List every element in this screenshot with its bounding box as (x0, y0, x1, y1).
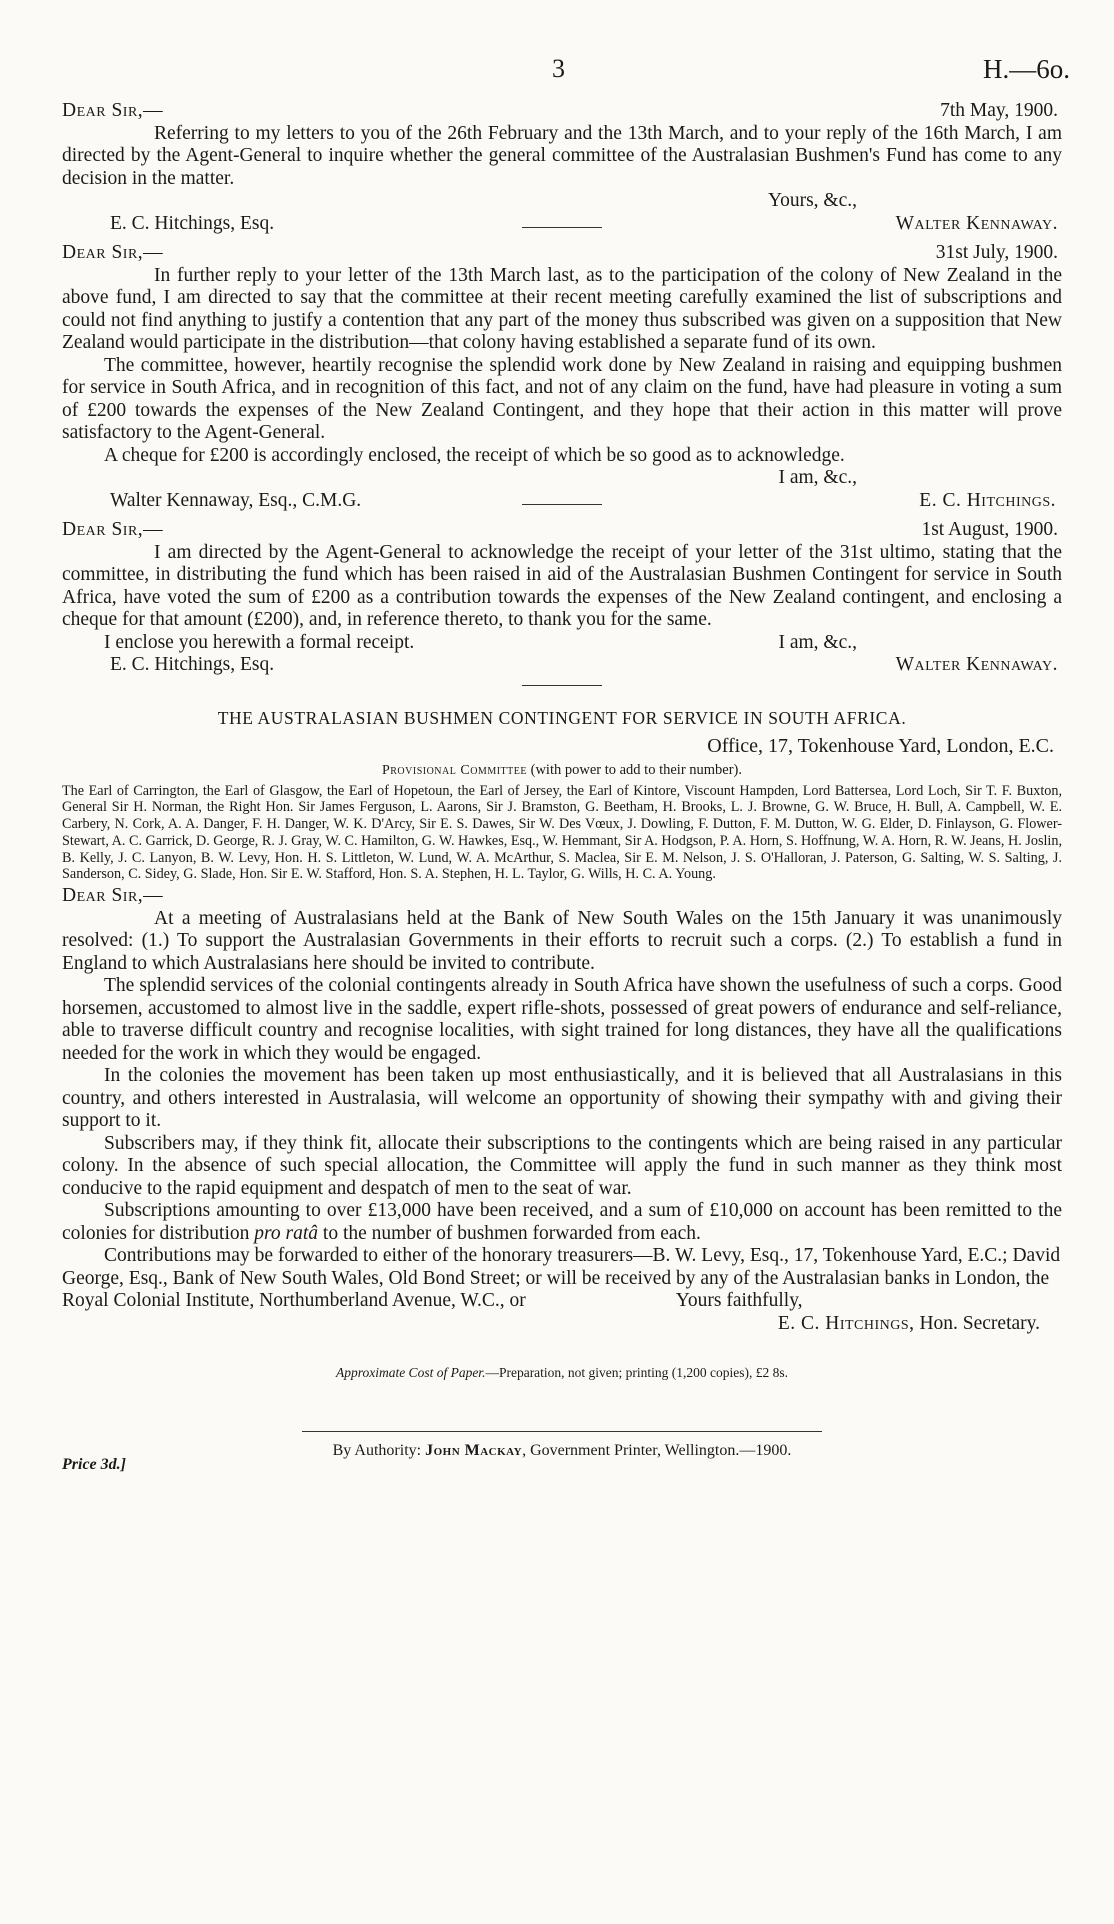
cost-text: —Preparation, not given; printing (1,200 copies), £2 8s. (485, 1365, 789, 1381)
letter-date: 1st August, 1900. (921, 519, 1058, 540)
committee-members: The Earl of Carrington, the Earl of Glasgow, the Earl of Hopetoun, the Earl of Jersey, the Earl of Kintore, Viscount Hampden, Lord Battersea, Lord Loch, Sir T. F. Buxton, General Sir H. Norman, the Right Hon. Sir James Ferguson, L. Aarons, Sir J. Bramston, G. Beetham, H. Brooks, L. J. Browne, G. W. Bruce, H. Bull, A. Campbell, W. E. Carbery, N. Cork, A. A. Danger, F. H. Danger, W. K. D'Arcy, Sir E. S. Dawes, Sir W. Des Vœux, J. Dowling, F. Dutton, F. M. Dutton, W. G. Elder, D. Finlayson, G. Flower-Stewart, A. C. Garrick, D. George, R. J. Gray, W. C. Hamilton, G. W. Hawkes, Esq., W. Hemmant, Sir A. Hodgson, P. A. Horn, S. Hoffnung, W. A. Horn, R. W. Jeans, H. Joslin, B. Kelly, J. C. Lanyon, B. W. Levy, Hon. H. S. Littleton, W. Lund, W. A. McArthur, S. Maclea, Sir E. M. Nelson, J. S. O'Halloran, J. Paterson, G. Salting, W. S. Salting, J. Sanderson, C. Sidey, G. Slade, Hon. Sir E. W. Stafford, Hon. S. A. Stephen, H. L. Taylor, G. Wills, H. C. A. Young. (62, 782, 1062, 883)
salutation: Dear Sir,— (62, 100, 164, 121)
printer-name: John Mackay (425, 1442, 523, 1460)
circular-paragraph (62, 1200, 1062, 1245)
addressee: Walter Kennaway, Esq., C.M.G. (110, 489, 362, 511)
page-header (62, 54, 1070, 94)
circular-paragraph: At a meeting of Australasians held at the Bank of New South Wales on the 15th January it was unanimously resolved: (1.) To support the Australasian Governments in their efforts to recruit such a corps. (2.) To establish a fund in England to which Australasians here should be invited to contribute. (62, 907, 1062, 974)
letter-closing: I am, &c., (778, 631, 857, 653)
letter-july-1900 (62, 242, 1062, 511)
salutation: Dear Sir,— (62, 519, 164, 540)
separator-rule (522, 685, 602, 686)
pro-rata-text: pro ratâ (254, 1222, 319, 1244)
letter-may-1900 (62, 100, 1062, 234)
paragraph-text: Contributions may be forwarded to either of the honorary treasurers—B. W. Levy, Esq., 17, Tokenhouse Yard, E.C.; David George, Esq., Bank of New South Wales, Old Bond Street; or will be received by any of the Australasian banks in London, the Royal Colonial Institute, Northumberland Avenue, W.C., or (62, 1245, 1061, 1312)
signature: Walter Kennaway. (895, 654, 1058, 675)
enclosure-note (62, 632, 414, 655)
cost-note (62, 1365, 1062, 1381)
letter-date: 31st July, 1900. (935, 242, 1058, 263)
signature: E. C. Hitchings. (919, 489, 1056, 511)
authority-prefix: By Authority: (332, 1442, 426, 1460)
addressee: E. C. Hitchings, Esq. (110, 212, 275, 234)
authority-suffix: , Government Printer, Wellington.—1900. (522, 1442, 792, 1460)
signature: E. C. Hitchings, (777, 1312, 915, 1334)
signature: Walter Kennaway. (895, 212, 1058, 234)
circular-paragraph (62, 1245, 1062, 1313)
cost-label: Approximate Cost of Paper. (335, 1365, 486, 1381)
letter-august-1900 (62, 519, 1062, 686)
salutation: Dear Sir,— (62, 242, 164, 263)
letter-closing: Yours faithfully, (675, 1290, 803, 1312)
price-note: Price 3d.] (62, 1456, 126, 1474)
signature-line (62, 1313, 1062, 1336)
circular-paragraph: The splendid services of the colonial contingents already in South Africa have shown the usefulness of such a corps. Good horsemen, accustomed to almost live in the saddle, expert rifle-shots, possessed of great powers of endurance and self-reliance, able to traverse difficult country and recognise localities, with sight trained for long distances, they have all the qualifications needed for the work in which they would be engaged. (62, 975, 1062, 1064)
page-number: 3 (552, 54, 565, 83)
separator-rule (522, 227, 602, 228)
letter-body: Referring to my letters to you of the 26th February and the 13th March, and to your reply of the 16th March, I am directed by the Agent-General to inquire whether the general committee of the Australasian Bushmen's Fund has come to any decision in the matter. (62, 122, 1062, 189)
circular-letter (62, 885, 1062, 1335)
signature-title: Hon. Secretary. (919, 1312, 1040, 1334)
bushmen-circular (62, 708, 1062, 1336)
paragraph-text: Subscriptions amounting to over £13,000 have been received, and a sum of £10,000 on account has been remitted to the colonies for distribution (62, 1200, 1062, 1244)
committee-note: (with power to add to their number). (530, 761, 743, 778)
document-page (62, 54, 1070, 1474)
letter-paragraph: In further reply to your letter of the 13th March last, as to the participation of the colony of New Zealand in the above fund, I am directed to say that the committee at their recent meeting carefully examined the list of subscriptions and could not find anything to justify a contention that any part of the money thus subscribed was given on a supposition that New Zealand would participate in the distribution—that colony having established a separate fund of its own. (62, 264, 1062, 353)
enclosure-text: I enclose you herewith a formal receipt. (104, 631, 415, 653)
circular-paragraph: In the colonies the movement has been taken up most enthusiastically, and it is believed that all Australasians in this country, and others interested in Australasia, will welcome an opportunity of showing their sympathy with and giving their support to it. (62, 1065, 1062, 1132)
salutation: Dear Sir,— (62, 885, 164, 907)
letter-date: 7th May, 1900. (940, 100, 1058, 121)
letter-closing: I am, &c., (778, 467, 857, 488)
separator-rule (522, 504, 602, 505)
letter-body: I am directed by the Agent-General to acknowledge the receipt of your letter of the 31st ultimo, stating that the committee, in distributing the fund which has been raised in aid of the Australasian Bushmen Contingent for service in South Africa, have voted the sum of £200 as a contribution towards the expenses of the New Zealand contingent, and enclosing a cheque for that amount (£200), and, in reference thereto, to thank you for the same. (62, 541, 1062, 630)
letter-closing: Yours, &c., (767, 190, 857, 211)
letter-paragraph: A cheque for £200 is accordingly enclosed, the receipt of which be so good as to acknowledge. (104, 444, 845, 466)
circular-paragraph: Subscribers may, if they think fit, allocate their subscriptions to the contingents which are being raised in any particular colony. In the absence of such special allocation, the Committee will apply the fund in such manner as they think most conducive to the rapid equipment and despatch of men to the seat of war. (62, 1132, 1062, 1199)
paragraph-text: to the number of bushmen forwarded from each. (318, 1222, 701, 1244)
committee-label: Provisional Committee (381, 762, 527, 778)
footer-rule (302, 1431, 822, 1432)
committee-heading (62, 762, 1062, 779)
addressee: E. C. Hitchings, Esq. (110, 654, 275, 675)
circular-title: THE AUSTRALASIAN BUSHMEN CONTINGENT FOR SERVICE IN SOUTH AFRICA. (217, 707, 907, 728)
office-address: Office, 17, Tokenhouse Yard, London, E.C. (707, 734, 1054, 757)
document-reference: H.—6o. (983, 54, 1070, 84)
letter-paragraph: The committee, however, heartily recognise the splendid work done by New Zealand in raising and equipping bushmen for service in South Africa, and in recognition of this fact, and not of any claim on the fund, have had pleasure in voting a sum of £200 towards the expenses of the New Zealand Contingent, and they hope that their action in this matter will prove satisfactory to the Agent-General. (62, 354, 1062, 443)
